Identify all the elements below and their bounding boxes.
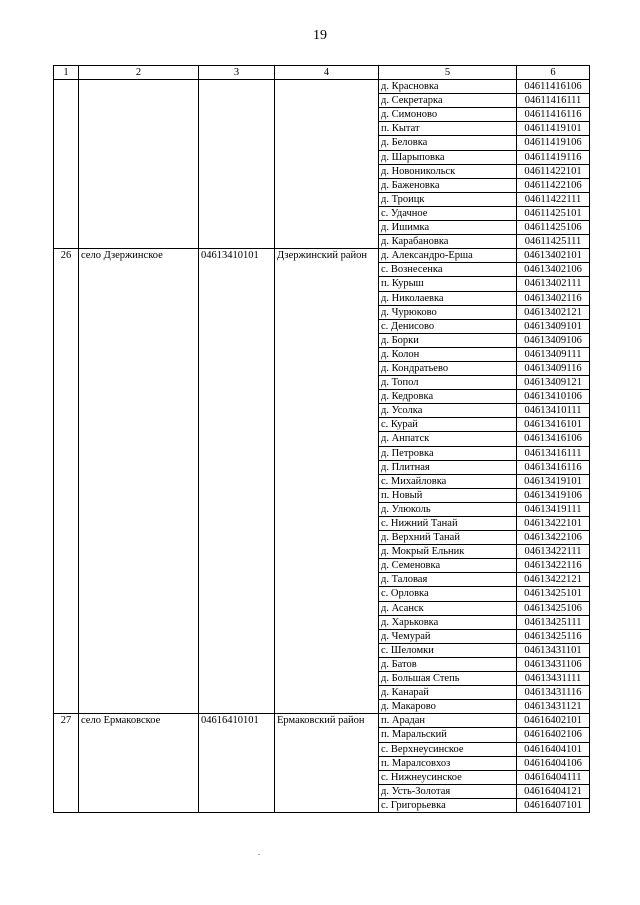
settlement-code: 04613402111 (517, 277, 590, 291)
settlement-name: д. Макарово (379, 700, 517, 714)
settlement-name: д. Топол (379, 376, 517, 390)
settlement-name: д. Мокрый Ельник (379, 545, 517, 559)
group-number: 27 (54, 714, 79, 813)
center-code: 04616410101 (199, 714, 275, 813)
header-row (54, 66, 590, 80)
settlement-code: 04613410111 (517, 404, 590, 418)
column-header: 5 (379, 66, 517, 80)
settlement-code: 04613409106 (517, 333, 590, 347)
settlement-code: 04613402116 (517, 291, 590, 305)
settlement-name: д. Канарай (379, 686, 517, 700)
settlement-name: д. Николаевка (379, 291, 517, 305)
settlement-name: д. Александро-Ерша (379, 249, 517, 263)
settlement-name: д. Харьковка (379, 615, 517, 629)
group-number: 26 (54, 249, 79, 714)
settlement-code: 04616402106 (517, 728, 590, 742)
settlement-name: д. Асанск (379, 601, 517, 615)
center-name (79, 80, 199, 249)
table-row (54, 80, 590, 94)
settlement-code: 04613419106 (517, 488, 590, 502)
settlement-name: п. Маральский (379, 728, 517, 742)
table-row (54, 714, 590, 728)
column-header: 6 (517, 66, 590, 80)
table-body (54, 80, 590, 813)
settlement-name: д. Беловка (379, 136, 517, 150)
settlement-code: 04611425101 (517, 206, 590, 220)
settlement-code: 04616407101 (517, 798, 590, 812)
settlement-code: 04613409121 (517, 376, 590, 390)
settlement-name: с. Денисово (379, 319, 517, 333)
settlement-name: д. Баженовка (379, 178, 517, 192)
settlement-code: 04613431106 (517, 657, 590, 671)
settlement-name: д. Улюколь (379, 502, 517, 516)
table-row (54, 249, 590, 263)
settlement-code: 04613422121 (517, 573, 590, 587)
settlement-code: 04613422116 (517, 559, 590, 573)
settlement-name: п. Новый (379, 488, 517, 502)
settlement-code: 04613431116 (517, 686, 590, 700)
settlement-code: 04613425101 (517, 587, 590, 601)
settlement-name: п. Маралсовхоз (379, 756, 517, 770)
settlement-name: д. Карабановка (379, 235, 517, 249)
settlement-code: 04613422106 (517, 531, 590, 545)
settlement-name: с. Вознесенка (379, 263, 517, 277)
settlement-name: п. Курыш (379, 277, 517, 291)
settlement-name: д. Кедровка (379, 390, 517, 404)
center-code: 04613410101 (199, 249, 275, 714)
district-name: Дзержинский район (275, 249, 379, 714)
settlement-name: д. Колон (379, 347, 517, 361)
center-name: село Дзержинское (79, 249, 199, 714)
settlement-code: 04613425106 (517, 601, 590, 615)
settlement-code: 04613422101 (517, 517, 590, 531)
settlement-name: д. Таловая (379, 573, 517, 587)
settlement-code: 04613425116 (517, 629, 590, 643)
column-header: 1 (54, 66, 79, 80)
settlement-code: 04611419101 (517, 122, 590, 136)
settlement-code: 04613416101 (517, 418, 590, 432)
settlement-code: 04611422101 (517, 164, 590, 178)
settlement-code: 04613409116 (517, 361, 590, 375)
settlement-code: 04616404111 (517, 770, 590, 784)
settlement-code: 04611425106 (517, 221, 590, 235)
settlement-name: д. Шарыповка (379, 150, 517, 164)
settlement-name: д. Симоново (379, 108, 517, 122)
settlements-table (53, 65, 590, 813)
settlement-code: 04616404101 (517, 742, 590, 756)
settlement-name: д. Троицк (379, 192, 517, 206)
settlement-name: д. Секретарка (379, 94, 517, 108)
settlement-code: 04613431101 (517, 643, 590, 657)
settlement-name: д. Большая Степь (379, 672, 517, 686)
settlement-name: д. Семеновка (379, 559, 517, 573)
column-header: 4 (275, 66, 379, 80)
settlement-name: д. Усть-Золотая (379, 784, 517, 798)
settlement-code: 04616404106 (517, 756, 590, 770)
settlement-code: 04616402101 (517, 714, 590, 728)
settlement-code: 04613416116 (517, 460, 590, 474)
settlement-code: 04611416106 (517, 80, 590, 94)
settlement-code: 04613409101 (517, 319, 590, 333)
settlement-name: д. Чурюково (379, 305, 517, 319)
settlement-name: д. Чемурай (379, 629, 517, 643)
settlement-name: д. Борки (379, 333, 517, 347)
settlement-code: 04611422106 (517, 178, 590, 192)
settlement-name: с. Курай (379, 418, 517, 432)
settlement-code: 04613410106 (517, 390, 590, 404)
settlement-name: с. Григорьевка (379, 798, 517, 812)
settlement-name: д. Красновка (379, 80, 517, 94)
footer-mark: . (258, 848, 260, 857)
district-name (275, 80, 379, 249)
settlement-code: 04611419106 (517, 136, 590, 150)
settlement-code: 04613402106 (517, 263, 590, 277)
settlement-code: 04613402121 (517, 305, 590, 319)
settlement-name: с. Орловка (379, 587, 517, 601)
settlement-name: д. Анпатск (379, 432, 517, 446)
settlement-name: п. Арадан (379, 714, 517, 728)
settlement-name: с. Нижнеусинское (379, 770, 517, 784)
page-number: 19 (313, 28, 327, 43)
settlement-name: д. Плитная (379, 460, 517, 474)
district-name: Ермаковский район (275, 714, 379, 813)
settlement-name: с. Михайловка (379, 474, 517, 488)
settlement-code: 04611416111 (517, 94, 590, 108)
settlement-code: 04613416106 (517, 432, 590, 446)
settlement-name: д. Усолка (379, 404, 517, 418)
settlement-name: д. Ишимка (379, 221, 517, 235)
settlement-name: д. Батов (379, 657, 517, 671)
settlement-code: 04613425111 (517, 615, 590, 629)
settlement-name: с. Верхнеусинское (379, 742, 517, 756)
settlement-code: 04611419116 (517, 150, 590, 164)
settlement-name: п. Кытат (379, 122, 517, 136)
group-number (54, 80, 79, 249)
column-header: 2 (79, 66, 199, 80)
settlement-code: 04616404121 (517, 784, 590, 798)
settlement-name: с. Шеломки (379, 643, 517, 657)
settlement-code: 04613419111 (517, 502, 590, 516)
settlement-code: 04613419101 (517, 474, 590, 488)
column-header: 3 (199, 66, 275, 80)
center-code (199, 80, 275, 249)
settlement-code: 04613431121 (517, 700, 590, 714)
settlement-code: 04613416111 (517, 446, 590, 460)
settlement-code: 04613409111 (517, 347, 590, 361)
settlement-code: 04613422111 (517, 545, 590, 559)
settlement-code: 04613402101 (517, 249, 590, 263)
settlement-name: д. Кондратьево (379, 361, 517, 375)
settlement-code: 04611416116 (517, 108, 590, 122)
center-name: село Ермаковское (79, 714, 199, 813)
settlement-name: д. Петровка (379, 446, 517, 460)
settlement-name: д. Новоникольск (379, 164, 517, 178)
settlement-code: 04611425111 (517, 235, 590, 249)
settlement-name: с. Нижний Танай (379, 517, 517, 531)
settlement-name: д. Верхний Танай (379, 531, 517, 545)
settlement-code: 04611422111 (517, 192, 590, 206)
settlement-code: 04613431111 (517, 672, 590, 686)
settlement-name: с. Удачное (379, 206, 517, 220)
